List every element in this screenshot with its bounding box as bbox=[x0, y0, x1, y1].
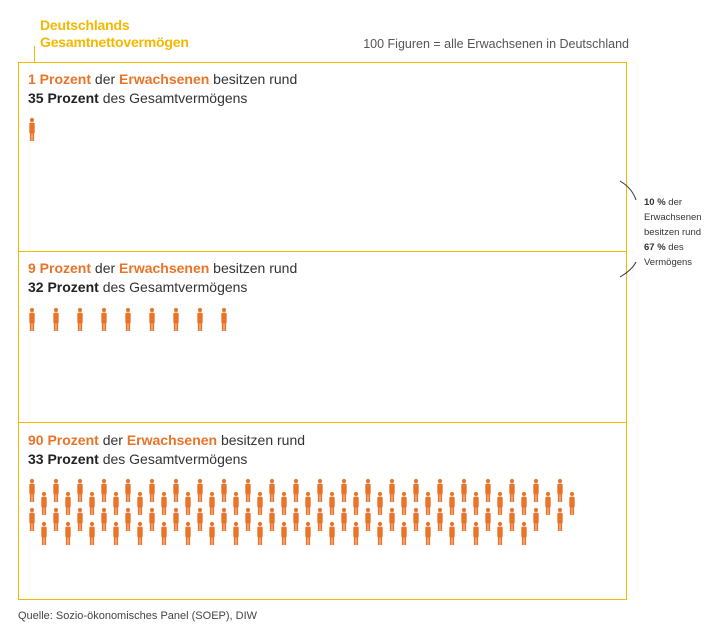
person-figure bbox=[245, 479, 250, 502]
person-figure bbox=[449, 492, 454, 515]
group-3-mid: der bbox=[98, 432, 127, 448]
person-figure bbox=[269, 479, 274, 502]
title-line-1: Deutschlands bbox=[40, 17, 130, 33]
person-figure bbox=[77, 479, 82, 502]
person-figure bbox=[41, 492, 46, 515]
annot-text-4: des bbox=[665, 242, 684, 253]
person-figure bbox=[341, 479, 346, 502]
person-figure bbox=[317, 479, 322, 502]
person-figure bbox=[341, 508, 346, 531]
person-figure bbox=[413, 479, 418, 502]
person-figure bbox=[29, 308, 34, 331]
person-figure bbox=[53, 479, 58, 502]
person-figure bbox=[29, 118, 34, 141]
person-figure bbox=[197, 308, 202, 331]
person-figure bbox=[101, 479, 106, 502]
person-figure bbox=[257, 522, 262, 545]
person-figure bbox=[293, 508, 298, 531]
person-figure bbox=[521, 492, 526, 515]
person-figure bbox=[197, 508, 202, 531]
person-figure bbox=[221, 308, 226, 331]
group-3-wealth-pct: 33 Prozent bbox=[28, 451, 99, 467]
person-figure bbox=[77, 508, 82, 531]
person-figure bbox=[509, 508, 514, 531]
person-figure bbox=[269, 508, 274, 531]
person-figure bbox=[125, 308, 130, 331]
group-3-adults-pct: 90 Prozent bbox=[28, 432, 99, 448]
person-figure bbox=[305, 492, 310, 515]
person-figure bbox=[533, 479, 538, 502]
person-figure bbox=[329, 522, 334, 545]
person-figure bbox=[557, 479, 562, 502]
person-figure bbox=[497, 492, 502, 515]
person-figure bbox=[353, 522, 358, 545]
person-figure bbox=[161, 522, 166, 545]
annot-text-2: Erwachsenen bbox=[644, 212, 702, 223]
annot-text-5: Vermögens bbox=[644, 257, 693, 268]
person-figure bbox=[485, 479, 490, 502]
person-figure bbox=[557, 508, 562, 531]
person-figure bbox=[389, 479, 394, 502]
person-figure bbox=[317, 508, 322, 531]
annot-pct-wealth: 67 % bbox=[644, 242, 666, 253]
person-figure bbox=[113, 492, 118, 515]
title-line-2: Gesamtnettovermögen bbox=[40, 34, 189, 50]
person-figure bbox=[437, 479, 442, 502]
annot-text-3: besitzen rund bbox=[644, 227, 702, 238]
bracket-lower bbox=[620, 262, 636, 277]
person-figure bbox=[365, 479, 370, 502]
person-figure bbox=[125, 479, 130, 502]
person-figure bbox=[389, 508, 394, 531]
group-1-wealth-pct: 35 Prozent bbox=[28, 90, 99, 106]
person-figure bbox=[137, 492, 142, 515]
person-figure bbox=[89, 522, 94, 545]
person-figure bbox=[65, 522, 70, 545]
group-3-tail: besitzen rund bbox=[217, 432, 306, 448]
person-figure bbox=[149, 308, 154, 331]
person-figure bbox=[173, 479, 178, 502]
person-figure bbox=[125, 508, 130, 531]
group-2-tail: besitzen rund bbox=[209, 260, 298, 276]
person-figure bbox=[185, 492, 190, 515]
person-figure bbox=[149, 479, 154, 502]
person-figure bbox=[209, 522, 214, 545]
bracket-upper bbox=[620, 181, 636, 200]
person-figure bbox=[233, 522, 238, 545]
person-figure bbox=[221, 508, 226, 531]
person-figure bbox=[485, 508, 490, 531]
person-figure bbox=[233, 492, 238, 515]
person-figure bbox=[533, 508, 538, 531]
person-figure bbox=[497, 522, 502, 545]
person-figure bbox=[437, 508, 442, 531]
person-figure bbox=[173, 508, 178, 531]
person-figure bbox=[113, 522, 118, 545]
legend-note: 100 Figuren = alle Erwachsenen in Deutschland bbox=[363, 37, 629, 51]
person-figure bbox=[473, 492, 478, 515]
person-figure bbox=[53, 308, 58, 331]
person-figure bbox=[425, 522, 430, 545]
person-figure bbox=[221, 479, 226, 502]
group-1-tail: besitzen rund bbox=[209, 71, 298, 87]
annot-pct-adults: 10 % bbox=[644, 197, 666, 208]
group-1-adults-pct: 1 Prozent bbox=[28, 71, 92, 87]
person-figure bbox=[185, 522, 190, 545]
person-figure bbox=[161, 492, 166, 515]
person-figure bbox=[89, 492, 94, 515]
person-figure bbox=[425, 492, 430, 515]
person-figure bbox=[329, 492, 334, 515]
person-figure bbox=[377, 522, 382, 545]
person-figure bbox=[101, 508, 106, 531]
person-figure bbox=[29, 479, 34, 502]
group-2-adults-word: Erwachsenen bbox=[119, 260, 210, 276]
source-note: Quelle: Sozio-ökonomisches Panel (SOEP), DIW bbox=[18, 610, 258, 622]
person-figure bbox=[401, 492, 406, 515]
person-figure bbox=[149, 508, 154, 531]
group-3-adults-word: Erwachsenen bbox=[126, 432, 218, 448]
group-1-adults-word: Erwachsenen bbox=[119, 71, 210, 87]
person-figure bbox=[461, 508, 466, 531]
person-figure bbox=[101, 308, 106, 331]
person-figure bbox=[353, 492, 358, 515]
group-2-adults-pct: 9 Prozent bbox=[28, 260, 92, 276]
group-1-wealth-tail: des Gesamtvermögens bbox=[98, 90, 248, 106]
group-2-wealth-tail: des Gesamtvermögens bbox=[98, 279, 248, 295]
person-figure bbox=[305, 522, 310, 545]
group-2-wealth-pct: 32 Prozent bbox=[28, 279, 99, 295]
person-figure bbox=[41, 522, 46, 545]
person-figure bbox=[281, 522, 286, 545]
annot-text-1: der bbox=[665, 197, 683, 208]
person-figure bbox=[461, 479, 466, 502]
person-figure bbox=[29, 508, 34, 531]
person-figure bbox=[365, 508, 370, 531]
person-figure bbox=[77, 308, 82, 331]
person-figure bbox=[545, 492, 550, 515]
person-figure bbox=[137, 522, 142, 545]
group-2-mid: der bbox=[91, 260, 120, 276]
person-figure bbox=[173, 308, 178, 331]
person-figure bbox=[65, 492, 70, 515]
person-figure bbox=[569, 492, 574, 515]
group-1-mid: der bbox=[91, 71, 120, 87]
person-figure bbox=[53, 508, 58, 531]
top10-annotation bbox=[644, 195, 719, 270]
person-figure bbox=[281, 492, 286, 515]
person-figure bbox=[377, 492, 382, 515]
person-figure bbox=[449, 522, 454, 545]
person-figure bbox=[521, 522, 526, 545]
person-figure bbox=[401, 522, 406, 545]
person-figure bbox=[257, 492, 262, 515]
person-figure bbox=[197, 479, 202, 502]
person-figure bbox=[509, 479, 514, 502]
person-figure bbox=[473, 522, 478, 545]
group-3-wealth-tail: des Gesamtvermögens bbox=[98, 451, 248, 467]
person-figure bbox=[209, 492, 214, 515]
person-figure bbox=[413, 508, 418, 531]
person-figure bbox=[245, 508, 250, 531]
person-figure bbox=[293, 479, 298, 502]
